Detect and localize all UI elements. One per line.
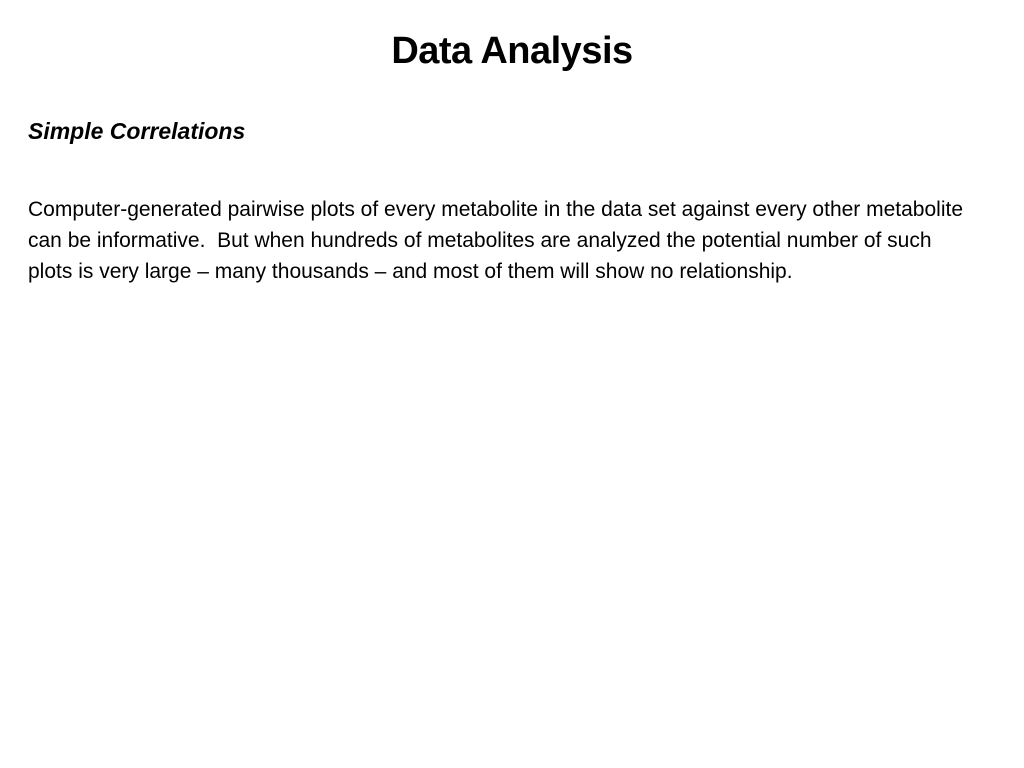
section-subtitle: Simple Correlations	[28, 118, 246, 144]
body-paragraph: Computer-generated pairwise plots of every metabolite in the data set against every other metabolite can be informative. But when hundreds of metabolites are analyzed the potential number of such plots is very large – many thousands – and most of them will show no relationship.	[28, 198, 969, 283]
slide-title: Data Analysis	[391, 30, 633, 72]
